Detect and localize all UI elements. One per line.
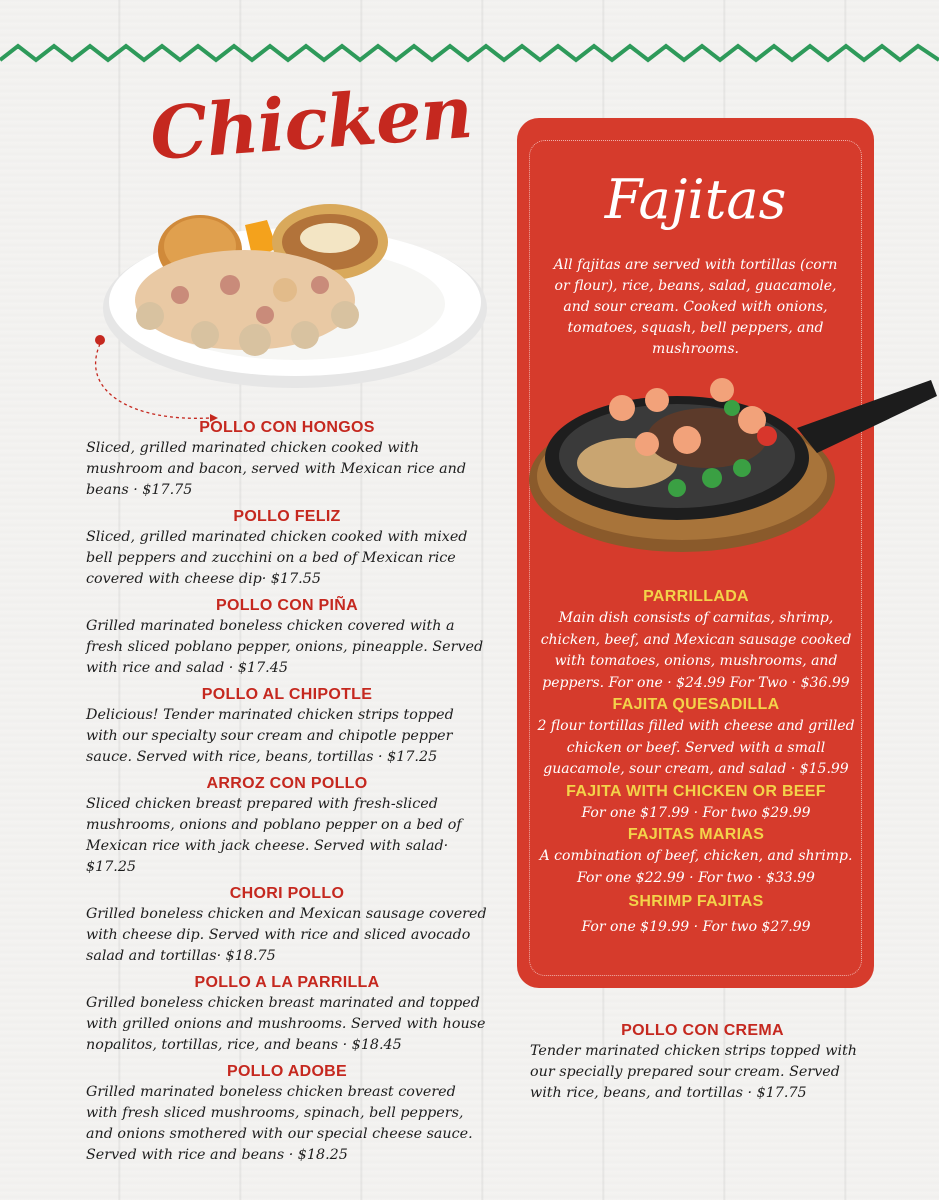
- fajitas-intro: All fajitas are served with tortillas (corn or flour), rice, beans, salad, guacamole, and sour cream. Cooked with onions, tomatoes, squash, bell peppers, and mushrooms.: [553, 257, 838, 357]
- menu-item-desc: Delicious! Tender marinated chicken strips topped with our specialty sour cream and chipotle pepper sauce. Served with rice, beans, tortillas · $17.25: [86, 707, 454, 765]
- menu-item-desc: Main dish consists of carnitas, shrimp, chicken, beef, and Mexican sausage cooked with tomatoes, onions, mushrooms, and peppers. For one · $24.99 For Two · $36.99: [540, 610, 852, 691]
- menu-item: [86, 774, 488, 878]
- menu-item-desc: For one $19.99 · For two $27.99: [581, 919, 811, 935]
- zigzag-border: [0, 40, 939, 66]
- menu-item-desc: Sliced, grilled marinated chicken cooked with mushroom and bacon, served with Mexican rice and beans · $17.75: [86, 440, 466, 498]
- fajitas-menu-list: [535, 586, 857, 939]
- menu-item: [86, 507, 488, 590]
- menu-item-name: FAJITA QUESADILLA: [612, 696, 780, 713]
- menu-item: [86, 1062, 488, 1166]
- menu-item-desc: Grilled boneless chicken breast marinated and topped with grilled onions and mushrooms. Served with house nopalitos, tortillas, rice, and beans · $18.45: [86, 995, 486, 1053]
- menu-item-name: FAJITAS MARIAS: [627, 826, 765, 843]
- menu-item-desc: Grilled marinated boneless chicken covered with a fresh sliced poblano pepper, onions, pineapple. Served with rice and salad · $17.45: [86, 618, 484, 676]
- pointer-arrow: [80, 330, 230, 430]
- chicken-menu-list: [86, 418, 488, 1172]
- menu-item-desc: Sliced, grilled marinated chicken cooked with mixed bell peppers and zucchini on a bed of Mexican rice covered with cheese dip· $17.55: [86, 529, 468, 587]
- menu-item: [86, 973, 488, 1056]
- menu-item: [86, 884, 488, 967]
- menu-item-desc: Grilled boneless chicken and Mexican sausage covered with cheese dip. Served with rice and sliced avocado salad and tortillas· $18.75: [86, 906, 487, 964]
- menu-item-desc: For one $17.99 · For two $29.99: [581, 804, 811, 821]
- menu-item-name: POLLO A LA PARRILLA: [194, 974, 380, 991]
- page-title: Chicken: [147, 68, 475, 177]
- menu-item-name: ARROZ CON POLLO: [206, 775, 368, 792]
- fajitas-title: Fajitas: [604, 168, 787, 231]
- menu-item-name: CHORI POLLO: [229, 885, 345, 902]
- menu-item-desc: Grilled marinated boneless chicken breast covered with fresh sliced mushrooms, spinach, bell peppers, and onions smothered with our special cheese sauce. Served with rice and beans · $18.25: [86, 1084, 473, 1163]
- menu-item-name: POLLO AL CHIPOTLE: [201, 686, 373, 703]
- fajita-skillet-image: [527, 368, 939, 558]
- menu-item-name: POLLO CON PIÑA: [216, 597, 358, 614]
- menu-item-name: PARRILLADA: [643, 588, 749, 605]
- menu-item-desc: Tender marinated chicken strips topped with our specially prepared sour cream. Served with rice, beans, and tortillas · $17.75: [530, 1043, 857, 1101]
- menu-item-desc: Sliced chicken breast prepared with fresh-sliced mushrooms, onions and poblano pepper on a bed of Mexican rice with jack cheese. Served with salad· $17.25: [86, 796, 462, 875]
- menu-item-name: POLLO CON HONGOS: [199, 419, 375, 436]
- menu-item: [86, 418, 488, 501]
- menu-item: [86, 596, 488, 679]
- menu-item-name: FAJITA WITH CHICKEN OR BEEF: [566, 782, 826, 800]
- menu-item-name: SHRIMP FAJITAS: [628, 893, 764, 910]
- menu-item-name: POLLO FELIZ: [233, 508, 341, 525]
- menu-item-desc: A combination of beef, chicken, and shrimp. For one $22.99 · For two · $33.99: [539, 848, 853, 886]
- menu-item-name: POLLO CON CREMA: [621, 1022, 784, 1039]
- menu-item: [86, 685, 488, 768]
- menu-item-name: POLLO ADOBE: [226, 1063, 348, 1080]
- menu-item-desc: 2 flour tortillas filled with cheese and grilled chicken or beef. Served with a small guacamole, sour cream, and salad · $15.99: [537, 718, 855, 777]
- menu-item: [530, 1021, 875, 1104]
